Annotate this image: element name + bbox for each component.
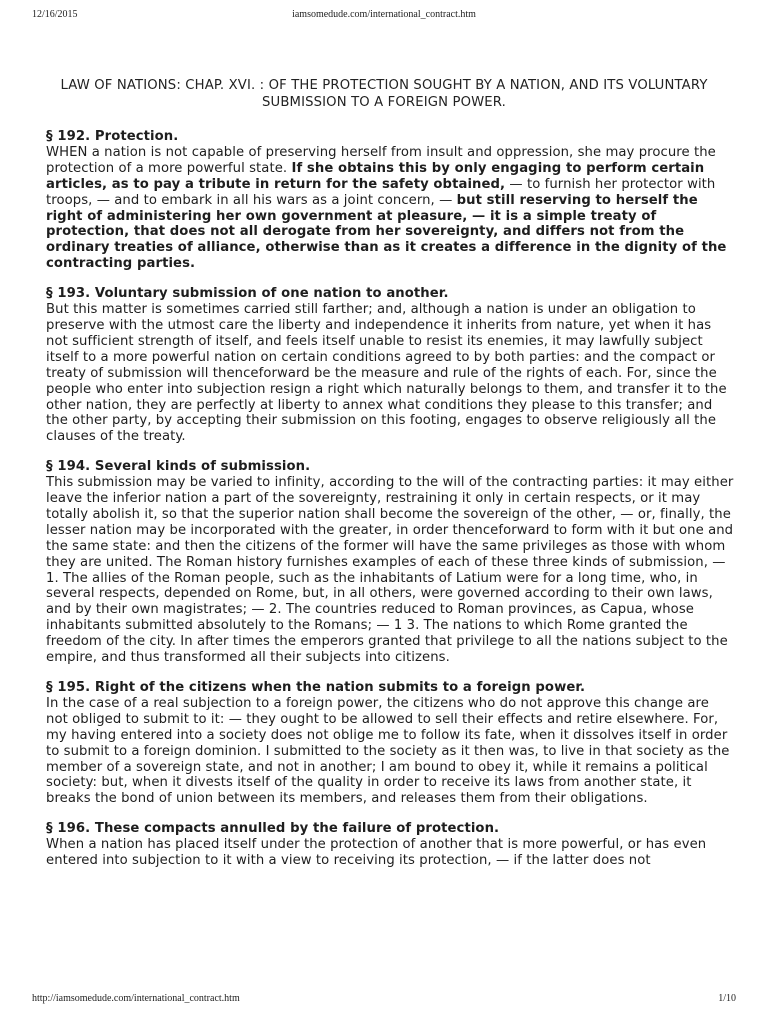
bold-text-run: If she obtains this by only engaging to perform certain articles, as to pay a tribute in return for the safety obtained,	[46, 160, 705, 192]
section-193	[46, 286, 734, 445]
section-195	[46, 680, 734, 807]
page-title: LAW OF NATIONS: CHAP. XVI. : OF THE PROTECTION SOUGHT BY A NATION, AND ITS VOLUNTARY SUBMISSION TO A FOREIGN POWER.	[60, 78, 708, 110]
print-footer-url: http://iamsomedude.com/international_contract.htm	[32, 993, 240, 1004]
section-heading: § 193. Voluntary submission of one nation to another.	[46, 286, 449, 302]
section-heading: § 192. Protection.	[46, 129, 179, 144]
section-text	[46, 475, 734, 666]
section-heading: § 195. Right of the citizens when the nation submits to a foreign power.	[46, 680, 586, 695]
section-heading: § 194. Several kinds of submission.	[46, 459, 311, 475]
section-text	[46, 145, 734, 272]
print-date: 12/16/2015	[32, 9, 78, 20]
text-run: But this matter is sometimes carried still farther; and, although a nation is under an obligation to preserve with the utmost care the liberty and independence it inherits from nature, yet when it has not sufficient strength of itself, and feels itself unable to resist its enemies, it may lawfully subject itself to a more powerful nation on certain conditions agreed to by both parties: and the compact or treaty of submission will thenceforward be the measure and rule of the rights of each. For, since the people who enter into subjection resign a right which naturally belongs to them, and transfer it to the other nation, they are perfectly at liberty to annex what conditions they please to this transfer; and the other party, by accepting their submission on this footing, engages to observe religiously all the clauses of the treaty.	[46, 302, 727, 445]
text-run: This submission may be varied to infinity, according to the will of the contracting parties: it may either leave the inferior nation a part of the sovereignty, restraining it only in certain respects, or it may totally abolish it, so that the superior nation shall become the sovereign of the other, — or, finally, the lesser nation may be incorporated with the greater, in order thenceforward to form with it but one and the same state: and then the citizens of the former will have the same privileges as those with whom they are united. The Roman history furnishes examples of each of these three kinds of submission, — 1. The allies of the Roman people, such as the inhabitants of Latium were for a long time, who, in several respects, depended on Rome, but, in all others, were governed according to their own laws, and by their own magistrates; — 2. The countries reduced to Roman provinces, as Capua, whose inhabitants submitted absolutely to the Romans; — 1 3. The nations to which Rome granted the freedom of the city. In after times the emperors granted that privilege to all the nations subject to the empire, and thus transformed all their subjects into citizens.	[46, 475, 734, 666]
section-194	[46, 459, 734, 666]
page-indicator: 1/10	[718, 993, 736, 1004]
print-header-url: iamsomedude.com/international_contract.htm	[292, 9, 476, 20]
text-run: — to furnish her protector with troops, — and to embark in all his wars as a joint concern, —	[46, 176, 716, 208]
text-run: In the case of a real subjection to a foreign power, the citizens who do not approve this change are not obliged to submit to it: — they ought to be allowed to sell their effects and retire elsewhere. For, my having entered into a society does not oblige me to follow its fate, when it dissolves itself in order to submit to a foreign dominion. I submitted to the society as it then was, to live in that society as the member of a sovereign state, and not in another; I am bound to obey it, while it remains a political society: but, when it divests itself of the quality in order to receive its laws from another state, it breaks the bond of union between its members, and releases them from their obligations.	[46, 695, 730, 807]
bold-text-run: but still reserving to herself the right of administering her own government at pleasure, — it is a simple treaty of protection, that does not all derogate from her sovereignty, and differs not from the ordinary treaties of alliance, otherwise than as it creates a difference in the dignity of the contracting parties.	[46, 192, 727, 272]
print-footer	[32, 993, 736, 1007]
section-text	[46, 302, 734, 445]
print-header	[32, 9, 736, 23]
section-text	[46, 837, 734, 869]
section-text	[46, 696, 734, 807]
text-run: When a nation has placed itself under the protection of another that is more powerful, or has even entered into subjection to it with a view to receiving its protection, — if the latter does not	[46, 837, 707, 869]
document-body	[46, 129, 734, 883]
section-192	[46, 129, 734, 272]
section-heading: § 196. These compacts annulled by the failure of protection.	[46, 821, 500, 837]
section-196	[46, 821, 734, 869]
text-run: WHEN a nation is not capable of preserving herself from insult and oppression, she may procure the protection of a more powerful state.	[46, 144, 716, 176]
